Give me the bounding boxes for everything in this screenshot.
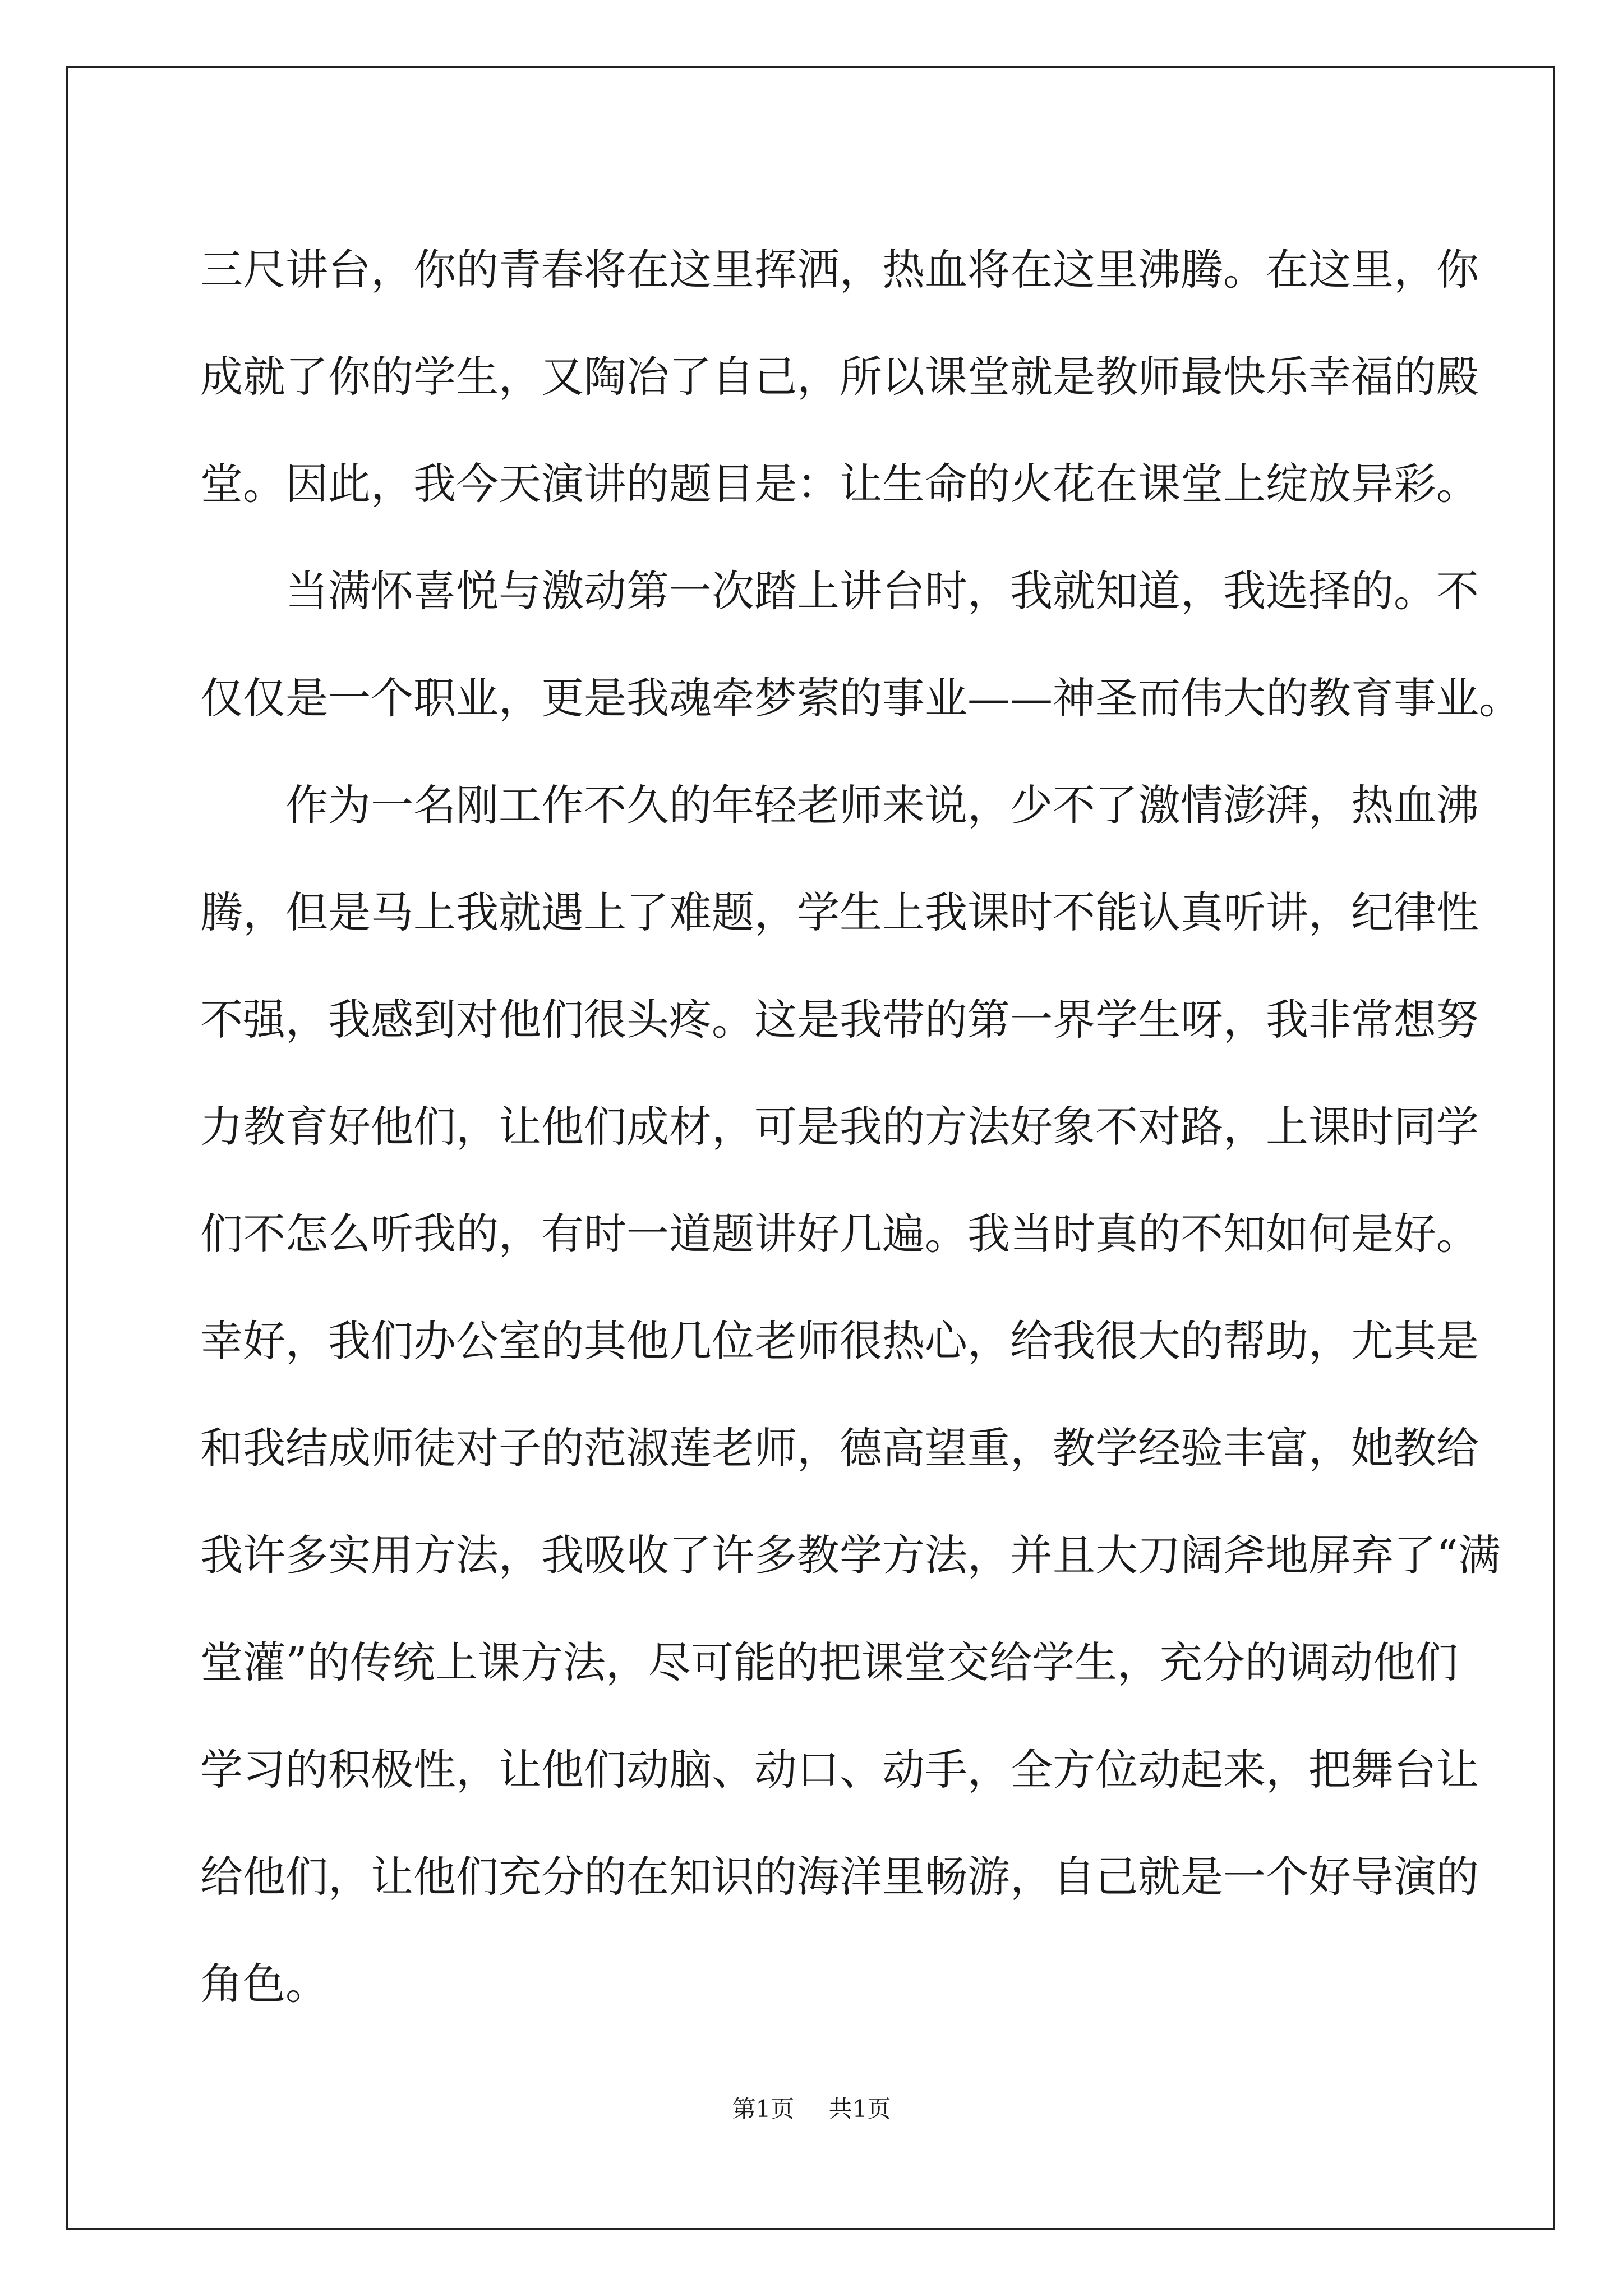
text-line: 学习的积极性，让他们动脑、动口、动手，全方位动起来，把舞台让 bbox=[200, 1745, 1479, 1795]
text-line: 不强，我感到对他们很头疼。这是我带的第一界学生呀，我非常想努 bbox=[200, 995, 1479, 1045]
text-line: 们不怎么听我的，有时一道题讲好几遍。我当时真的不知如何是好。 bbox=[200, 1209, 1479, 1259]
page-footer bbox=[0, 2092, 1623, 2126]
text-line: 幸好，我们办公室的其他几位老师很热心，给我很大的帮助，尤其是 bbox=[200, 1316, 1479, 1366]
text-line: 三尺讲台，你的青春将在这里挥洒，热血将在这里沸腾。在这里，你 bbox=[200, 245, 1479, 295]
text-line: 力教育好他们，让他们成材，可是我的方法好象不对路，上课时同学 bbox=[200, 1102, 1479, 1152]
text-line: 给他们，让他们充分的在知识的海洋里畅游，自己就是一个好导演的 bbox=[200, 1852, 1479, 1902]
text-line: 仅仅是一个职业，更是我魂牵梦萦的事业——神圣而伟大的教育事业。 bbox=[200, 673, 1521, 723]
page-number-current: 第1页 bbox=[732, 2095, 795, 2123]
page-number-total: 共1页 bbox=[828, 2095, 891, 2123]
document-body bbox=[200, 216, 1521, 2037]
text-line: 角色。 bbox=[200, 1959, 328, 2009]
text-line: 和我结成师徒对子的范淑莲老师，德高望重，教学经验丰富，她教给 bbox=[200, 1423, 1479, 1473]
text-line: 堂。因此，我今天演讲的题目是：让生命的火花在课堂上绽放异彩。 bbox=[200, 459, 1479, 509]
text-line: 腾，但是马上我就遇上了难题，学生上我课时不能认真听讲，纪律性 bbox=[200, 887, 1479, 937]
text-line: 我许多实用方法，我吸收了许多教学方法，并且大刀阔斧地屏弃了“满 bbox=[200, 1530, 1501, 1580]
text-line: 当满怀喜悦与激动第一次踏上讲台时，我就知道，我选择的。不 bbox=[285, 566, 1479, 616]
text-line: 作为一名刚工作不久的年轻老师来说，少不了激情澎湃，热血沸 bbox=[285, 780, 1479, 830]
text-line: 堂灌”的传统上课方法，尽可能的把课堂交给学生，充分的调动他们 bbox=[200, 1637, 1458, 1687]
text-line: 成就了你的学生，又陶冶了自己，所以课堂就是教师最快乐幸福的殿 bbox=[200, 352, 1479, 402]
